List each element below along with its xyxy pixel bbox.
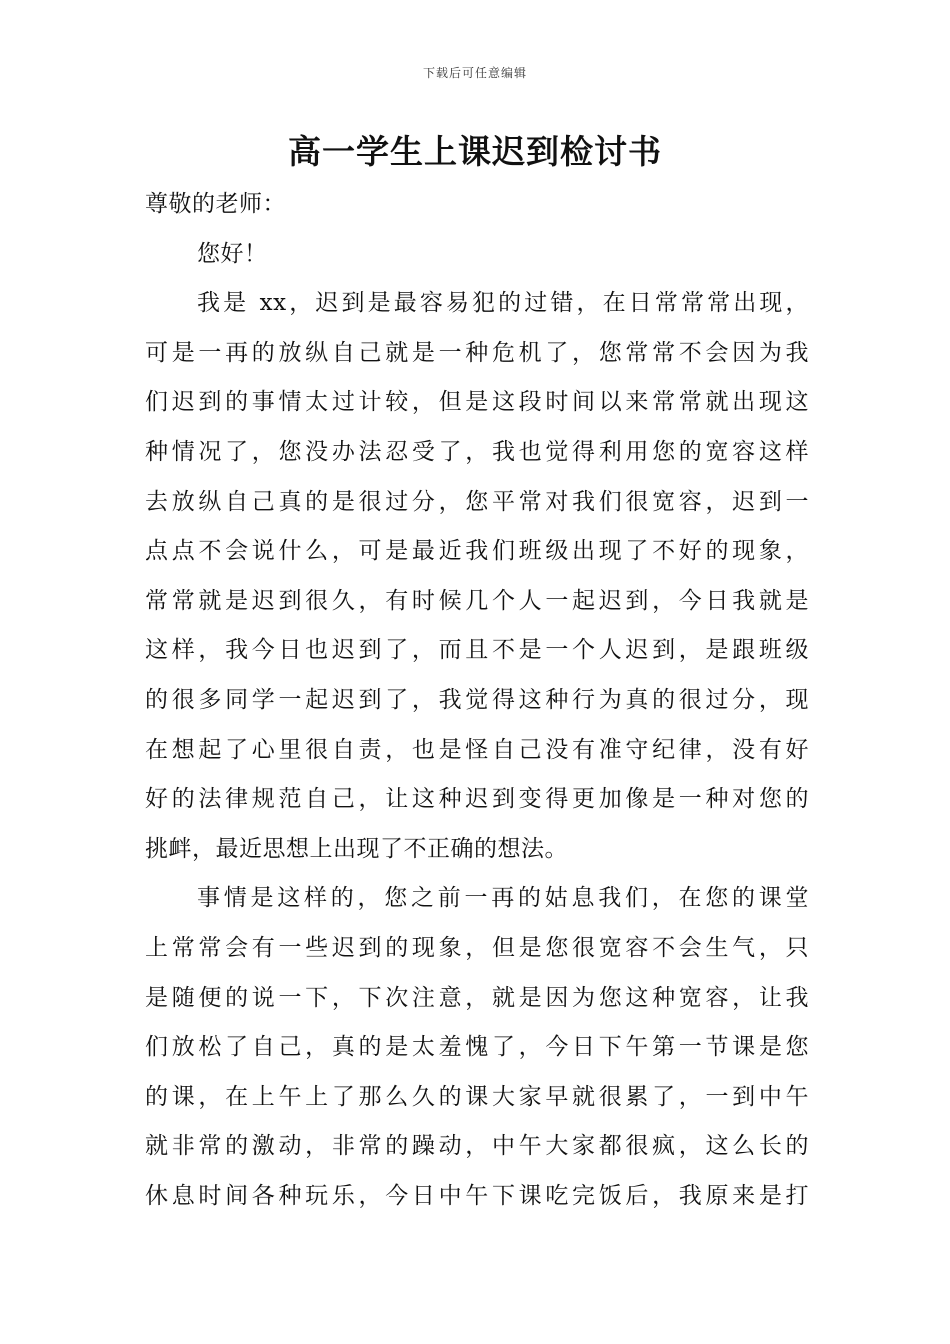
paragraph-line: 们放松了自己，真的是太羞愧了，今日下午第一节课是您 [145,1034,809,1061]
paragraph-line: 我是 xx，迟到是最容易犯的过错，在日常常常出现， [197,290,809,317]
paragraph-line: 这样，我今日也迟到了，而且不是一个人迟到，是跟班级 [145,637,809,664]
paragraph-line: 可是一再的放纵自己就是一种危机了，您常常不会因为我 [145,339,809,366]
paragraph-line: 就非常的激动，非常的躁动，中午大家都很疯，这么长的 [145,1133,809,1160]
paragraph-line: 的很多同学一起迟到了，我觉得这种行为真的很过分，现 [145,686,809,713]
paragraph-1 [145,279,809,874]
paragraph-line: 常常就是迟到很久，有时候几个人一起迟到，今日我就是 [145,587,809,614]
paragraph-line: 点点不会说什么，可是最近我们班级出现了不好的现象， [145,538,809,565]
paragraph-line: 是随便的说一下，下次注意，就是因为您这种宽容，让我 [145,984,809,1011]
paragraph-line: 们迟到的事情太过计较，但是这段时间以来常常就出现这 [145,389,809,416]
document-title: 高一学生上课迟到检讨书 [288,132,662,171]
paragraph-line: 事情是这样的，您之前一再的姑息我们，在您的课堂 [197,885,809,912]
paragraph-2 [145,874,809,1221]
header-note: 下载后可任意编辑 [422,66,527,80]
paragraph-line: 种情况了，您没办法忍受了，我也觉得利用您的宽容这样 [145,438,809,465]
greeting: 您好！ [197,240,268,267]
paragraph-line: 在想起了心里很自责，也是怪自己没有准守纪律，没有好 [145,736,809,763]
paragraph-line: 去放纵自己真的是很过分，您平常对我们很宽容，迟到一 [145,488,809,515]
salutation: 尊敬的老师： [145,191,286,217]
paragraph-line: 上常常会有一些迟到的现象，但是您很宽容不会生气，只 [145,934,809,961]
paragraph-line: 好的法律规范自己，让这种迟到变得更加像是一种对您的 [145,786,809,813]
paragraph-line: 的课，在上午上了那么久的课大家早就很累了，一到中午 [145,1083,809,1110]
paragraph-line: 休息时间各种玩乐，今日中午下课吃完饭后，我原来是打 [145,1182,809,1209]
paragraph-line: 挑衅，最近思想上出现了不正确的想法。 [145,835,568,862]
document-body [145,180,809,1221]
